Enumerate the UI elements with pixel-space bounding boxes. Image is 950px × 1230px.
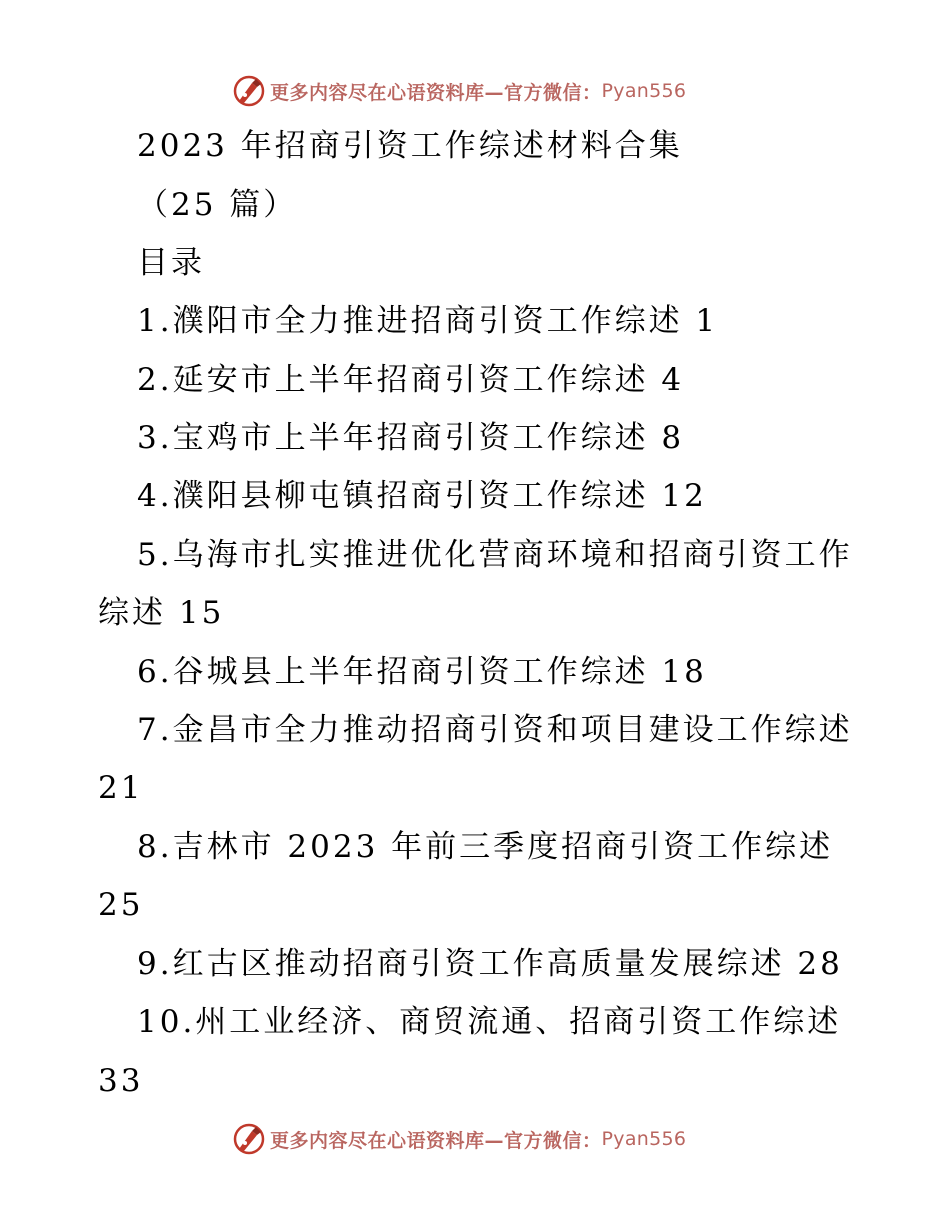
watermark-text: 更多内容尽在心语资料库—官方微信：: [270, 81, 602, 104]
document-subtitle: （25 篇）: [137, 187, 298, 223]
watermark-header: [232, 71, 686, 111]
toc-line: 5.乌海市扎实推进优化营商环境和招商引资工作: [137, 537, 853, 573]
document-title: 2023 年招商引资工作综述材料合集: [137, 128, 683, 164]
toc-line: 8.吉林市 2023 年前三季度招商引资工作综述: [137, 829, 834, 865]
toc-line: 9.红古区推动招商引资工作高质量发展综述 28: [137, 946, 843, 982]
toc-line: 3.宝鸡市上半年招商引资工作综述 8: [137, 420, 685, 456]
watermark-brand: Pyan556: [601, 1128, 687, 1150]
toc-line: 10.州工业经济、商贸流通、招商引资工作综述: [137, 1004, 842, 1040]
toc-line: 33: [98, 1063, 144, 1099]
watermark-text: 更多内容尽在心语资料库—官方微信：: [270, 1129, 602, 1152]
toc-line: 2.延安市上半年招商引资工作综述 4: [137, 362, 685, 398]
toc-line: 25: [98, 887, 144, 923]
toc-line: 6.谷城县上半年招商引资工作综述 18: [137, 654, 707, 690]
toc-line: 4.濮阳县柳屯镇招商引资工作综述 12: [137, 478, 707, 514]
toc-line: 21: [98, 770, 144, 806]
watermark-brand: Pyan556: [601, 80, 687, 102]
toc-line: 综述 15: [98, 595, 225, 631]
pen-logo-icon: [232, 74, 266, 108]
toc-line: 7.金昌市全力推动招商引资和项目建设工作综述: [137, 712, 853, 748]
toc-heading: 目录: [137, 245, 205, 281]
pen-logo-icon: [232, 1122, 266, 1156]
toc-line: 1.濮阳市全力推进招商引资工作综述 1: [137, 303, 719, 339]
watermark-footer: [232, 1119, 686, 1159]
